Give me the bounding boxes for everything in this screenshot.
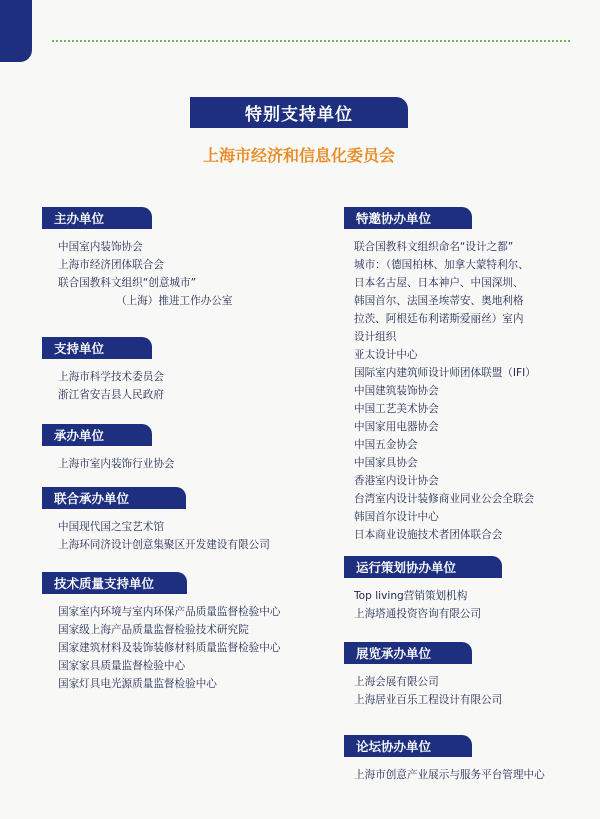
list-item: 台湾室内设计装修商业同业公会全联会 bbox=[354, 493, 535, 505]
section-header: 特邀协办单位 bbox=[344, 207, 472, 229]
list-item: 日本商业设施技术者团体联合会 bbox=[354, 529, 503, 541]
special-support-header: 特别支持单位 bbox=[190, 97, 408, 128]
section-exhibition-undertaker bbox=[344, 642, 589, 723]
section-organizer bbox=[42, 207, 332, 328]
section-header: 技术质量支持单位 bbox=[42, 572, 187, 594]
list-item: 亚太设计中心 bbox=[354, 349, 418, 361]
section-undertaker bbox=[42, 424, 332, 485]
right-column bbox=[344, 207, 589, 784]
list-item: 上海居业百乐工程设计有限公司 bbox=[354, 694, 503, 706]
list-item: （上海）推进工作办公室 bbox=[116, 295, 233, 307]
list-item: 联合国教科文组织“创意城市” bbox=[58, 277, 197, 289]
org-list bbox=[42, 509, 332, 568]
special-support-org: 上海市经济和信息化委员会 bbox=[202, 146, 395, 165]
list-item: 国家级上海产品质量监督检验技术研究院 bbox=[58, 624, 249, 636]
list-item: 上海会展有限公司 bbox=[354, 676, 439, 688]
list-item: Top living营销策划机构 bbox=[354, 590, 468, 602]
section-special-co-organizer bbox=[344, 207, 589, 544]
list-item: 拉茨、阿根廷布利诺斯爱丽丝）室内 bbox=[354, 313, 524, 325]
list-item: 中国现代国之宝艺术馆 bbox=[58, 521, 164, 533]
org-list bbox=[42, 359, 332, 416]
list-item: 国家室内环境与室内环保产品质量监督检验中心 bbox=[58, 606, 281, 618]
section-header: 运行策划协办单位 bbox=[344, 556, 502, 578]
section-co-undertaker bbox=[42, 487, 332, 568]
section-header: 支持单位 bbox=[42, 337, 152, 359]
list-item: 城市：（德国柏林、加拿大蒙特利尔、 bbox=[354, 259, 529, 271]
org-list bbox=[42, 446, 332, 485]
section-tech-quality bbox=[42, 572, 332, 693]
left-column bbox=[42, 207, 332, 693]
section-supporter bbox=[42, 337, 332, 416]
list-item: 设计组织 bbox=[354, 331, 397, 343]
list-item: 国家灯具电光源质量监督检验中心 bbox=[58, 678, 217, 690]
corner-tab bbox=[0, 0, 32, 62]
org-list bbox=[344, 229, 589, 544]
list-item: 上海环同济设计创意集聚区开发建设有限公司 bbox=[58, 539, 270, 551]
org-list bbox=[344, 578, 589, 637]
list-item: 中国工艺美术协会 bbox=[354, 403, 439, 415]
section-header: 承办单位 bbox=[42, 424, 152, 446]
list-item: 韩国首尔设计中心 bbox=[354, 511, 439, 523]
org-list bbox=[42, 594, 332, 693]
section-forum-co-organizer bbox=[344, 735, 589, 784]
list-item: 上海塔通投资咨询有限公司 bbox=[354, 608, 482, 620]
section-header: 论坛协办单位 bbox=[344, 735, 472, 757]
section-header: 主办单位 bbox=[42, 207, 152, 229]
list-item: 国家建筑材料及装饰装修材料质量监督检验中心 bbox=[58, 642, 281, 654]
list-item: 香港室内设计协会 bbox=[354, 475, 439, 487]
org-list bbox=[344, 664, 589, 723]
org-list bbox=[344, 757, 589, 784]
list-item: 上海市室内装饰行业协会 bbox=[58, 458, 175, 470]
list-item: 上海市科学技术委员会 bbox=[58, 371, 164, 383]
section-planning-co-organizer bbox=[344, 556, 589, 637]
org-list bbox=[42, 229, 332, 328]
list-item: 国家家具质量监督检验中心 bbox=[58, 660, 186, 672]
list-item: 浙江省安吉县人民政府 bbox=[58, 389, 164, 401]
list-item: 中国五金协会 bbox=[354, 439, 418, 451]
list-item: 中国家用电器协会 bbox=[354, 421, 439, 433]
list-item: 上海市经济团体联合会 bbox=[58, 259, 164, 271]
list-item: 中国室内装饰协会 bbox=[58, 241, 143, 253]
list-item: 上海市创意产业展示与服务平台管理中心 bbox=[354, 769, 545, 781]
list-item: 韩国首尔、法国圣埃蒂安、奥地利格 bbox=[354, 295, 524, 307]
list-item: 联合国教科文组织命名“设计之都” bbox=[354, 241, 514, 253]
dotted-divider bbox=[52, 40, 570, 42]
list-item: 中国家具协会 bbox=[354, 457, 418, 469]
list-item: 国际室内建筑师设计师团体联盟（IFI） bbox=[354, 367, 536, 379]
section-header: 展览承办单位 bbox=[344, 642, 472, 664]
list-item: 中国建筑装饰协会 bbox=[354, 385, 439, 397]
list-item: 日本名古屋、日本神户、中国深圳、 bbox=[354, 277, 524, 289]
section-header: 联合承办单位 bbox=[42, 487, 186, 509]
